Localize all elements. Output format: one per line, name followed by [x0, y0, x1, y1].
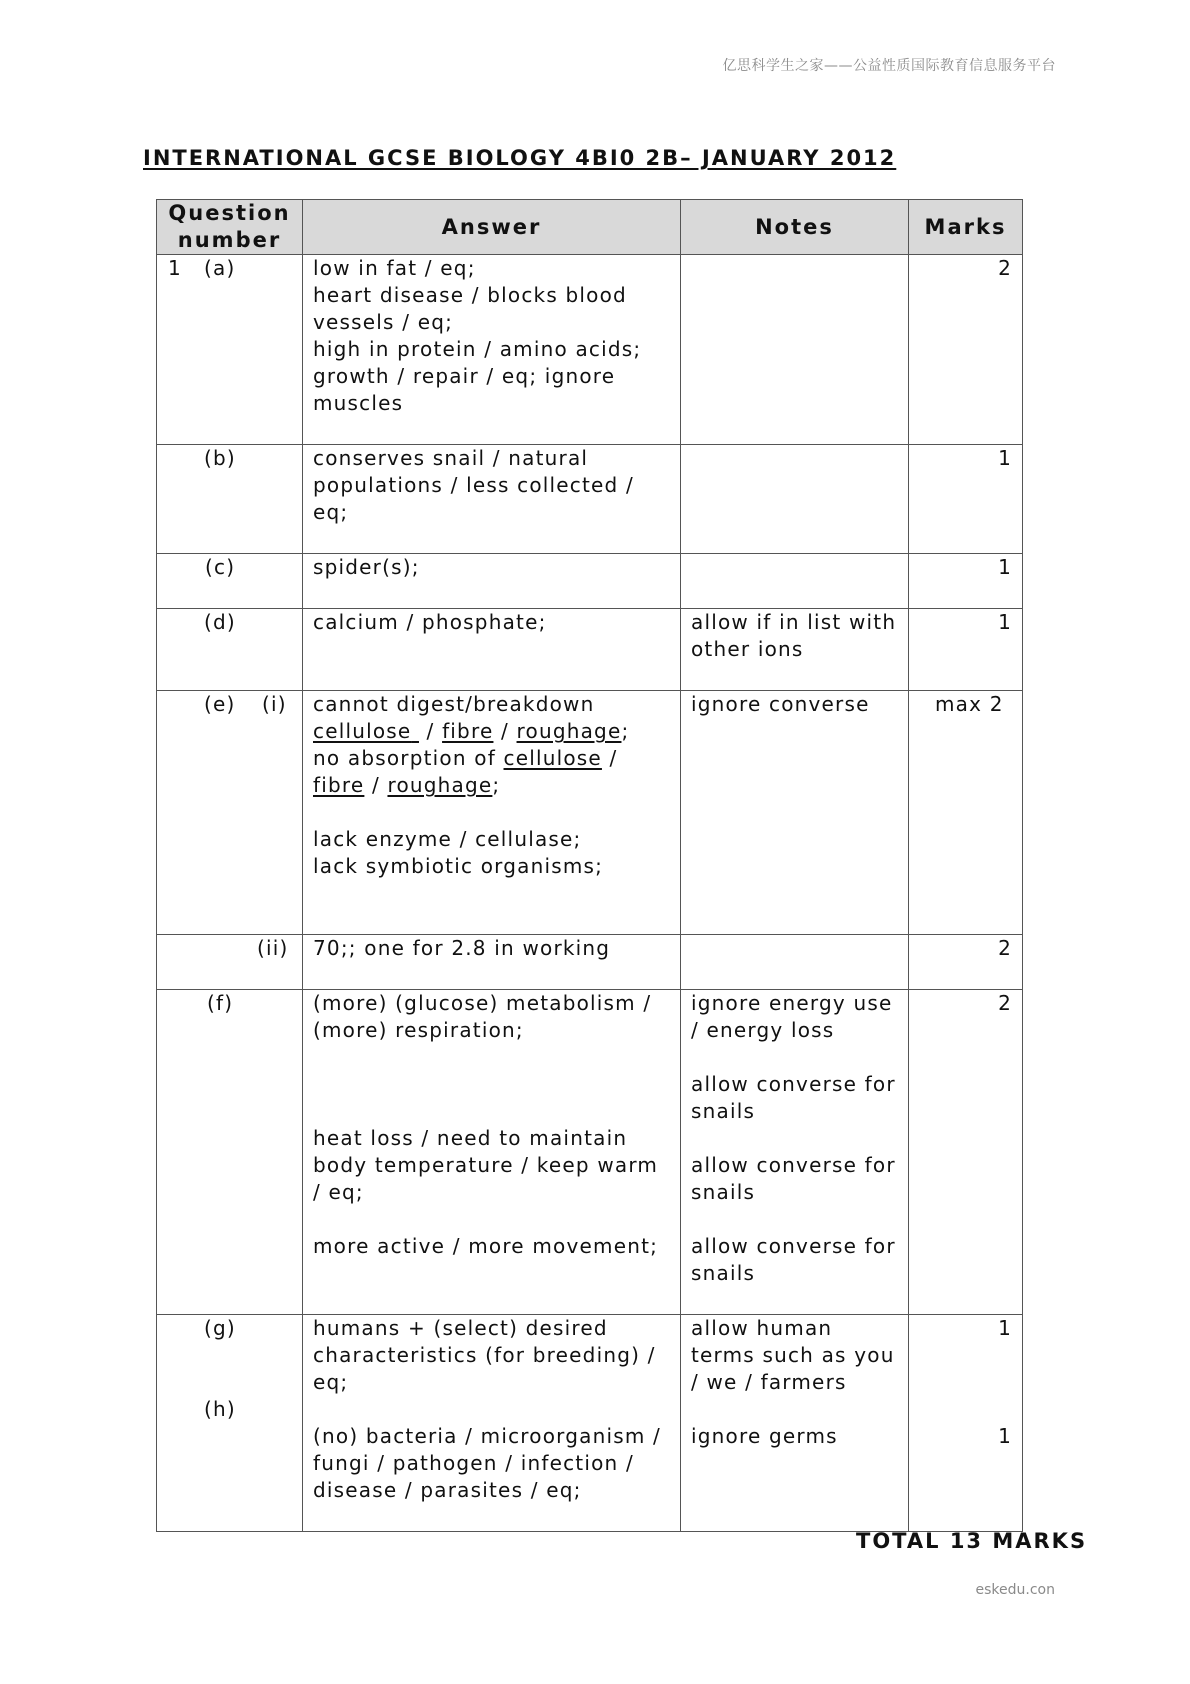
total-marks: TOTAL 13 MARKS	[856, 1529, 1088, 1553]
table-row-1c	[157, 554, 1023, 609]
marks-value: 1	[998, 446, 1012, 470]
answer-line: heart disease / blocks blood	[313, 283, 627, 307]
notes-cell	[681, 691, 909, 935]
answer-line: conserves snail / natural	[313, 446, 589, 470]
marks-cell	[909, 255, 1023, 445]
answer-cell	[303, 445, 681, 554]
answer-line: cannot digest/breakdown	[313, 692, 595, 716]
underlined-term: cellulose	[313, 719, 412, 743]
table-row-1d	[157, 609, 1023, 691]
marks-cell	[909, 1315, 1023, 1532]
notes-line: allow converse for	[691, 1072, 896, 1096]
notes-line: allow if in list with	[691, 610, 897, 634]
notes-cell	[681, 255, 909, 445]
marks-cell	[909, 935, 1023, 990]
underlined-term: roughage	[387, 773, 493, 797]
answer-cell	[303, 255, 681, 445]
notes-line: ignore converse	[691, 692, 870, 716]
underlined-term: cellulose	[503, 746, 602, 770]
table-row-1e-i	[157, 691, 1023, 935]
answer-line	[313, 718, 670, 745]
notes-cell	[681, 1315, 909, 1532]
answer-cell	[303, 691, 681, 935]
marks-value: 2	[998, 256, 1012, 280]
answer-line: lack symbiotic organisms;	[313, 854, 604, 878]
question-part: (h)	[204, 1397, 236, 1421]
answer-text: no absorption of	[313, 746, 496, 770]
marks-value: 1	[998, 1316, 1012, 1340]
question-cell	[157, 554, 303, 609]
answer-line: (more) (glucose) metabolism /	[313, 991, 652, 1015]
underlined-term: roughage	[516, 719, 622, 743]
answer-line: / eq;	[313, 1180, 364, 1204]
answer-line: eq;	[313, 500, 349, 524]
answer-cell	[303, 1315, 681, 1532]
question-cell	[157, 990, 303, 1315]
separator: /	[609, 746, 618, 770]
question-cell	[157, 691, 303, 935]
question-part: (c)	[205, 555, 236, 579]
footer-watermark: eskedu.con	[975, 1582, 1055, 1598]
question-part: (f)	[207, 991, 234, 1015]
answer-line: more active / more movement;	[313, 1234, 659, 1258]
header-answer: Answer	[303, 200, 681, 255]
question-part: (g)	[204, 1316, 236, 1340]
notes-line: allow human	[691, 1316, 833, 1340]
answer-cell	[303, 554, 681, 609]
marks-cell	[909, 609, 1023, 691]
question-part: (e)	[204, 692, 236, 716]
separator: /	[426, 719, 435, 743]
answer-line: 70;; one for 2.8 in working	[313, 936, 611, 960]
underlined-term: fibre	[313, 773, 365, 797]
separator: /	[371, 773, 380, 797]
notes-line: / energy loss	[691, 1018, 835, 1042]
table-header-row	[157, 200, 1023, 255]
answer-line: disease / parasites / eq;	[313, 1478, 582, 1502]
answer-line: growth / repair / eq; ignore	[313, 364, 616, 388]
mark-scheme-table	[156, 199, 1023, 1532]
marks-value: 2	[998, 936, 1012, 960]
answer-line: muscles	[313, 391, 404, 415]
answer-line: vessels / eq;	[313, 310, 454, 334]
document-title: INTERNATIONAL GCSE BIOLOGY 4BI0 2B– JANUARY 2012	[143, 146, 897, 170]
answer-line: (more) respiration;	[313, 1018, 524, 1042]
marks-value: max 2	[935, 692, 1004, 716]
answer-line: high in protein / amino acids;	[313, 337, 642, 361]
question-cell	[157, 935, 303, 990]
marks-value: 1	[998, 1424, 1012, 1448]
answer-cell	[303, 609, 681, 691]
question-cell	[157, 445, 303, 554]
notes-line: / we / farmers	[691, 1370, 847, 1394]
question-part: (a)	[204, 256, 236, 280]
notes-cell	[681, 935, 909, 990]
header-marks: Marks	[909, 200, 1023, 255]
answer-line: populations / less collected /	[313, 473, 634, 497]
notes-line: ignore energy use	[691, 991, 893, 1015]
answer-line: humans + (select) desired	[313, 1316, 608, 1340]
question-part: (b)	[204, 446, 236, 470]
answer-line: spider(s);	[313, 555, 420, 579]
question-cell	[157, 1315, 303, 1532]
marks-cell	[909, 691, 1023, 935]
question-cell	[157, 255, 303, 445]
header-notes: Notes	[681, 200, 909, 255]
answer-line: body temperature / keep warm	[313, 1153, 659, 1177]
notes-line: other ions	[691, 637, 804, 661]
answer-line: fungi / pathogen / infection /	[313, 1451, 634, 1475]
semicolon: ;	[621, 719, 630, 743]
separator: /	[501, 719, 509, 743]
marks-cell	[909, 445, 1023, 554]
answer-line	[313, 772, 670, 799]
table-row-1b	[157, 445, 1023, 554]
answer-cell	[303, 935, 681, 990]
notes-cell	[681, 609, 909, 691]
answer-line: lack enzyme / cellulase;	[313, 827, 582, 851]
notes-line: snails	[691, 1180, 756, 1204]
separator	[419, 719, 427, 743]
table-row-1g-h	[157, 1315, 1023, 1532]
answer-line: heat loss / need to maintain	[313, 1126, 628, 1150]
notes-line: snails	[691, 1099, 756, 1123]
notes-cell	[681, 990, 909, 1315]
notes-line: snails	[691, 1261, 756, 1285]
notes-cell	[681, 554, 909, 609]
answer-line: low in fat / eq;	[313, 256, 476, 280]
notes-line: terms such as you	[691, 1343, 895, 1367]
answer-line: eq;	[313, 1370, 349, 1394]
marks-value: 2	[998, 991, 1012, 1015]
answer-line: characteristics (for breeding) /	[313, 1343, 656, 1367]
semicolon: ;	[492, 773, 501, 797]
notes-cell	[681, 445, 909, 554]
question-part: (d)	[204, 610, 236, 634]
question-cell	[157, 609, 303, 691]
question-subpart: (i)	[262, 692, 287, 716]
answer-cell	[303, 990, 681, 1315]
notes-line: allow converse for	[691, 1234, 896, 1258]
marks-value: 1	[998, 555, 1012, 579]
marks-value: 1	[998, 610, 1012, 634]
answer-line	[313, 745, 670, 772]
header-question-number: Question number	[157, 200, 303, 255]
notes-line: ignore germs	[691, 1424, 838, 1448]
answer-line: calcium / phosphate;	[313, 610, 547, 634]
notes-line: allow converse for	[691, 1153, 896, 1177]
marks-cell	[909, 554, 1023, 609]
answer-line: (no) bacteria / microorganism /	[313, 1424, 662, 1448]
table-row-1a	[157, 255, 1023, 445]
table-row-1f	[157, 990, 1023, 1315]
marks-cell	[909, 990, 1023, 1315]
question-number: 1	[168, 256, 182, 280]
header-watermark: 亿思科学生之家——公益性质国际教育信息服务平台	[722, 58, 1056, 74]
underlined-term: fibre	[442, 719, 494, 743]
table-row-1e-ii	[157, 935, 1023, 990]
question-subpart: (ii)	[257, 936, 289, 960]
